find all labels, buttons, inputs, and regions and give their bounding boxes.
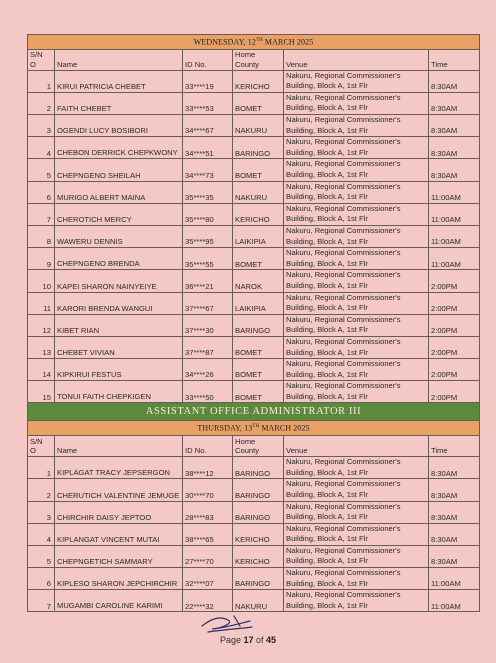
- id-number: 33****19: [183, 70, 233, 92]
- time: 2:00PM: [429, 359, 480, 381]
- time: 2:00PM: [429, 381, 480, 403]
- home-county: KERICHO: [233, 545, 284, 567]
- home-county: BARINGO: [233, 457, 284, 479]
- column-header-name: Name: [55, 436, 183, 457]
- id-number: 36****21: [183, 270, 233, 292]
- footer-mid: of: [253, 635, 267, 645]
- column-header-id: ID No.: [183, 436, 233, 457]
- time: 8:30AM: [429, 92, 480, 114]
- time: 11:00AM: [429, 590, 480, 612]
- home-county: BARINGO: [233, 314, 284, 336]
- home-county: KERICHO: [233, 70, 284, 92]
- table-row: [28, 479, 480, 501]
- home-county: BOMET: [233, 248, 284, 270]
- candidate-name: WAWERU DENNIS: [55, 225, 183, 247]
- day-header-row: [28, 35, 480, 50]
- serial-number: 6: [28, 181, 55, 203]
- id-number: 32****07: [183, 568, 233, 590]
- venue: Nakuru, Regional Commissioner's Building, Block A, 1st Flr: [284, 159, 429, 181]
- home-county: BOMET: [233, 381, 284, 403]
- id-number: 35****80: [183, 203, 233, 225]
- signature-scribble: [198, 612, 258, 636]
- day-title: [28, 35, 480, 50]
- venue: Nakuru, Regional Commissioner's Building, Block A, 1st Flr: [284, 545, 429, 567]
- candidate-name: OGENDI LUCY BOSIBORI: [55, 115, 183, 137]
- serial-number: 15: [28, 381, 55, 403]
- id-number: 37****87: [183, 336, 233, 358]
- candidate-name: CHEROTICH MERCY: [55, 203, 183, 225]
- page-footer: [0, 635, 496, 645]
- table-row: [28, 292, 480, 314]
- time: 8:30AM: [429, 545, 480, 567]
- day-title-sup: TH: [255, 38, 263, 43]
- time: 2:00PM: [429, 336, 480, 358]
- day-title: [28, 421, 480, 436]
- candidate-name: CHEPNGETICH SAMMARY: [55, 545, 183, 567]
- candidate-name: KIBET RIAN: [55, 314, 183, 336]
- serial-number: 3: [28, 115, 55, 137]
- time: 8:30AM: [429, 457, 480, 479]
- time: 11:00AM: [429, 248, 480, 270]
- id-number: 27****70: [183, 545, 233, 567]
- table-row: [28, 270, 480, 292]
- serial-number: 1: [28, 457, 55, 479]
- serial-number: 13: [28, 336, 55, 358]
- id-number: 22****32: [183, 590, 233, 612]
- venue: Nakuru, Regional Commissioner's Building, Block A, 1st Flr: [284, 568, 429, 590]
- id-number: 37****67: [183, 292, 233, 314]
- id-number: 34****73: [183, 159, 233, 181]
- venue: Nakuru, Regional Commissioner's Building, Block A, 1st Flr: [284, 381, 429, 403]
- serial-number: 8: [28, 225, 55, 247]
- table-row: [28, 590, 480, 612]
- day-title-sup: TH: [252, 424, 260, 430]
- venue: Nakuru, Regional Commissioner's Building, Block A, 1st Flr: [284, 314, 429, 336]
- table-row: [28, 457, 480, 479]
- candidate-name: CHEBET VIVIAN: [55, 336, 183, 358]
- footer-prefix: Page: [219, 635, 244, 645]
- column-header-time: Time: [429, 49, 480, 70]
- serial-number: 9: [28, 248, 55, 270]
- home-county: NAKURU: [233, 115, 284, 137]
- serial-number: 11: [28, 292, 55, 314]
- serial-number: 7: [28, 590, 55, 612]
- table-row: [28, 159, 480, 181]
- venue: Nakuru, Regional Commissioner's Building, Block A, 1st Flr: [284, 70, 429, 92]
- id-number: 37****30: [183, 314, 233, 336]
- venue: Nakuru, Regional Commissioner's Building, Block A, 1st Flr: [284, 590, 429, 612]
- id-number: 30****70: [183, 479, 233, 501]
- column-header-time: Time: [429, 436, 480, 457]
- column-header-county: Home County: [233, 436, 284, 457]
- column-header-county: Home County: [233, 49, 284, 70]
- day-title-text: WEDNESDAY, 12: [193, 37, 256, 47]
- home-county: NAROK: [233, 270, 284, 292]
- home-county: BARINGO: [233, 501, 284, 523]
- candidate-name: CHIRCHIR DAISY JEPTOO: [55, 501, 183, 523]
- serial-number: 5: [28, 545, 55, 567]
- serial-number: 5: [28, 159, 55, 181]
- table-row: [28, 523, 480, 545]
- time: 8:30AM: [429, 70, 480, 92]
- venue: Nakuru, Regional Commissioner's Building, Block A, 1st Flr: [284, 248, 429, 270]
- serial-number: 2: [28, 92, 55, 114]
- venue: Nakuru, Regional Commissioner's Building, Block A, 1st Flr: [284, 457, 429, 479]
- id-number: 38****12: [183, 457, 233, 479]
- venue: Nakuru, Regional Commissioner's Building, Block A, 1st Flr: [284, 292, 429, 314]
- home-county: NAKURU: [233, 181, 284, 203]
- time: 2:00PM: [429, 292, 480, 314]
- id-number: 28****83: [183, 501, 233, 523]
- table-row: [28, 248, 480, 270]
- table-row: [28, 381, 480, 403]
- footer-total: 45: [266, 635, 277, 645]
- day-title-rest: MARCH 2025: [259, 424, 310, 434]
- serial-number: 4: [28, 523, 55, 545]
- id-number: 34****26: [183, 359, 233, 381]
- id-number: 35****55: [183, 248, 233, 270]
- column-header-row: [28, 436, 480, 457]
- candidate-name: KIRUI PATRICIA CHEBET: [55, 70, 183, 92]
- candidate-name: MUGAMBI CAROLINE KARIMI: [55, 590, 183, 612]
- column-header-sn: S/N O: [28, 436, 55, 457]
- schedule-table: [27, 34, 480, 612]
- column-header-row: [28, 49, 480, 70]
- candidate-name: TONUI FAITH CHEPKIGEN: [55, 381, 183, 403]
- venue: Nakuru, Regional Commissioner's Building, Block A, 1st Flr: [284, 137, 429, 159]
- table-row: [28, 225, 480, 247]
- candidate-name: FAITH CHEBET: [55, 92, 183, 114]
- day-title-rest: MARCH 2025: [262, 37, 314, 47]
- home-county: NAKURU: [233, 590, 284, 612]
- table-row: [28, 137, 480, 159]
- candidate-name: CHERUTICH VALENTINE JEMUGE: [55, 479, 183, 501]
- table-row: [28, 203, 480, 225]
- id-number: 35****35: [183, 181, 233, 203]
- section-title-row: [28, 403, 480, 421]
- time: 11:00AM: [429, 181, 480, 203]
- venue: Nakuru, Regional Commissioner's Building, Block A, 1st Flr: [284, 501, 429, 523]
- column-header-id: ID No.: [183, 49, 233, 70]
- id-number: 34****51: [183, 137, 233, 159]
- schedule-body: [28, 35, 480, 612]
- table-row: [28, 545, 480, 567]
- venue: Nakuru, Regional Commissioner's Building, Block A, 1st Flr: [284, 523, 429, 545]
- venue: Nakuru, Regional Commissioner's Building, Block A, 1st Flr: [284, 203, 429, 225]
- table-row: [28, 314, 480, 336]
- id-number: 34****67: [183, 115, 233, 137]
- table-row: [28, 115, 480, 137]
- venue: Nakuru, Regional Commissioner's Building, Block A, 1st Flr: [284, 92, 429, 114]
- candidate-name: KIPLESO SHARON JEPCHIRCHIR: [55, 568, 183, 590]
- serial-number: 3: [28, 501, 55, 523]
- serial-number: 12: [28, 314, 55, 336]
- table-row: [28, 70, 480, 92]
- home-county: BOMET: [233, 359, 284, 381]
- time: 8:30AM: [429, 501, 480, 523]
- home-county: LAIKIPIA: [233, 225, 284, 247]
- column-header-sn: S/N O: [28, 49, 55, 70]
- venue: Nakuru, Regional Commissioner's Building, Block A, 1st Flr: [284, 225, 429, 247]
- id-number: 35****95: [183, 225, 233, 247]
- time: 2:00PM: [429, 270, 480, 292]
- home-county: BOMET: [233, 159, 284, 181]
- time: 8:30AM: [429, 137, 480, 159]
- candidate-name: KIPLANGAT VINCENT MUTAI: [55, 523, 183, 545]
- table-row: [28, 501, 480, 523]
- serial-number: 2: [28, 479, 55, 501]
- id-number: 33****50: [183, 381, 233, 403]
- time: 8:30AM: [429, 523, 480, 545]
- home-county: KERICHO: [233, 203, 284, 225]
- home-county: BARINGO: [233, 479, 284, 501]
- candidate-name: MURIGO ALBERT MAINA: [55, 181, 183, 203]
- time: 11:00AM: [429, 568, 480, 590]
- serial-number: 6: [28, 568, 55, 590]
- time: 11:00AM: [429, 203, 480, 225]
- table-row: [28, 336, 480, 358]
- table-row: [28, 568, 480, 590]
- time: 8:30AM: [429, 115, 480, 137]
- day-header-row: [28, 421, 480, 436]
- id-number: 33****53: [183, 92, 233, 114]
- serial-number: 1: [28, 70, 55, 92]
- serial-number: 7: [28, 203, 55, 225]
- footer-page: 17: [243, 635, 254, 645]
- table-row: [28, 181, 480, 203]
- schedule-sheet: [27, 34, 479, 612]
- table-row: [28, 92, 480, 114]
- candidate-name: KAPEI SHARON NAINYEIYE: [55, 270, 183, 292]
- serial-number: 4: [28, 137, 55, 159]
- serial-number: 14: [28, 359, 55, 381]
- venue: Nakuru, Regional Commissioner's Building, Block A, 1st Flr: [284, 270, 429, 292]
- column-header-name: Name: [55, 49, 183, 70]
- home-county: BOMET: [233, 92, 284, 114]
- day-title-text: THURSDAY, 13: [197, 424, 253, 434]
- venue: Nakuru, Regional Commissioner's Building, Block A, 1st Flr: [284, 479, 429, 501]
- candidate-name: KARORI BRENDA WANGUI: [55, 292, 183, 314]
- time: 8:30AM: [429, 479, 480, 501]
- candidate-name: KIPLAGAT TRACY JEPSERGON: [55, 457, 183, 479]
- home-county: KERICHO: [233, 523, 284, 545]
- venue: Nakuru, Regional Commissioner's Building, Block A, 1st Flr: [284, 115, 429, 137]
- venue: Nakuru, Regional Commissioner's Building, Block A, 1st Flr: [284, 336, 429, 358]
- column-header-venue: Venue: [284, 49, 429, 70]
- candidate-name: CHEPNGENO BRENDA: [55, 248, 183, 270]
- candidate-name: CHEBON DERRICK CHEPKWONY: [55, 137, 183, 159]
- home-county: BOMET: [233, 336, 284, 358]
- candidate-name: CHEPNGENO SHEILAH: [55, 159, 183, 181]
- home-county: BARINGO: [233, 568, 284, 590]
- section-title: ASSISTANT OFFICE ADMINISTRATOR III: [28, 403, 480, 421]
- column-header-venue: Venue: [284, 436, 429, 457]
- id-number: 38****65: [183, 523, 233, 545]
- time: 11:00AM: [429, 225, 480, 247]
- venue: Nakuru, Regional Commissioner's Building, Block A, 1st Flr: [284, 181, 429, 203]
- venue: Nakuru, Regional Commissioner's Building, Block A, 1st Flr: [284, 359, 429, 381]
- time: 2:00PM: [429, 314, 480, 336]
- serial-number: 10: [28, 270, 55, 292]
- table-row: [28, 359, 480, 381]
- time: 8:30AM: [429, 159, 480, 181]
- home-county: LAIKIPIA: [233, 292, 284, 314]
- candidate-name: KIPKIRUI FESTUS: [55, 359, 183, 381]
- home-county: BARINGO: [233, 137, 284, 159]
